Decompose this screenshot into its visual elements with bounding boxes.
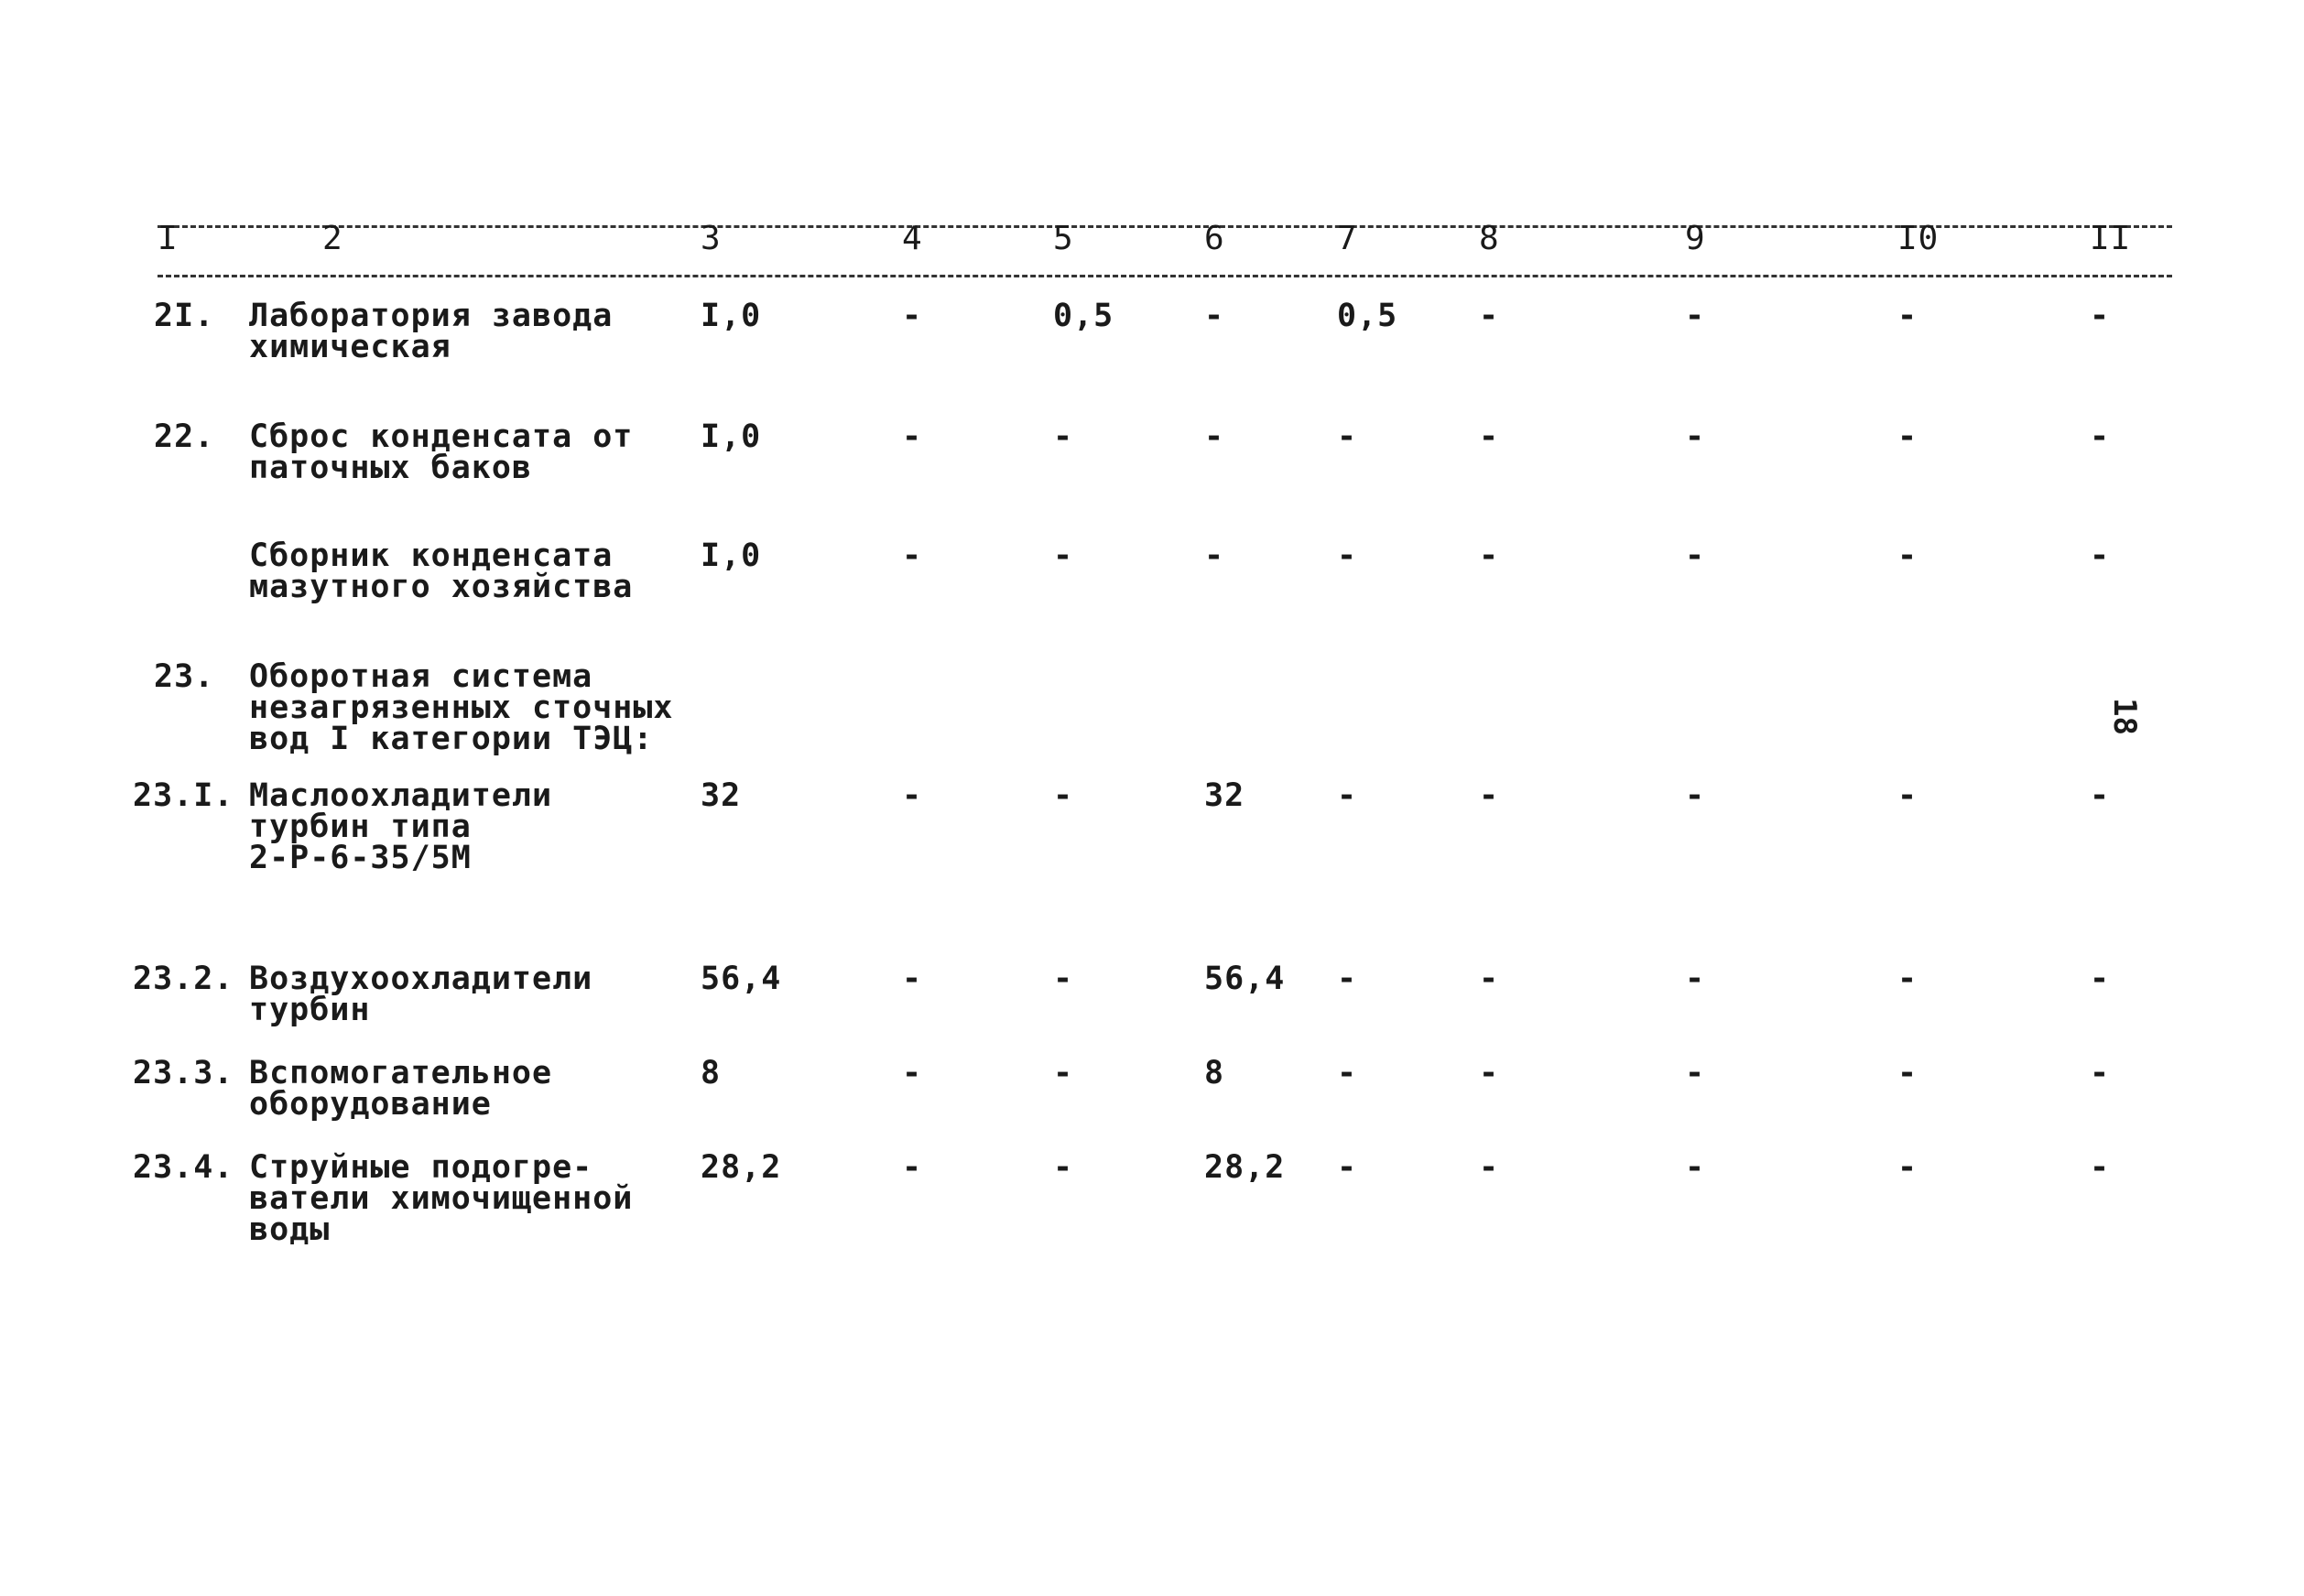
row-value: -	[1337, 537, 1358, 574]
row-value: -	[2090, 1149, 2111, 1186]
row-value: -	[1337, 777, 1358, 814]
row-value: -	[2090, 961, 2111, 997]
column-header: 3	[701, 220, 722, 257]
row-description: Оборотная система незагрязенных сточных вод I категории ТЭЦ:	[249, 658, 674, 757]
row-value: -	[1897, 537, 1918, 574]
row-value: -	[1479, 298, 1500, 334]
row-value: -	[1479, 418, 1500, 455]
row-value: -	[1479, 537, 1500, 574]
row-value: 56,4	[701, 961, 782, 997]
row-value: 8	[701, 1055, 722, 1091]
row-value: I,0	[701, 537, 762, 574]
column-header: I0	[1897, 220, 1940, 257]
row-value: -	[1685, 537, 1706, 574]
row-description: Маслоохладители турбин типа 2-Р-6-35/5М	[249, 777, 553, 876]
row-value: -	[1897, 1055, 1918, 1091]
column-header: 2	[322, 220, 343, 257]
row-value: -	[1204, 298, 1225, 334]
header-top-rule	[158, 225, 2172, 228]
row-value: -	[1479, 777, 1500, 814]
row-value: -	[1685, 298, 1706, 334]
row-value: I,0	[701, 298, 762, 334]
row-value: 56,4	[1204, 961, 1286, 997]
row-value: -	[2090, 537, 2111, 574]
row-value: -	[1337, 961, 1358, 997]
row-value: 28,2	[1204, 1149, 1286, 1186]
column-header: 8	[1479, 220, 1500, 257]
row-value: 0,5	[1053, 298, 1114, 334]
row-value: -	[902, 1055, 923, 1091]
row-value: -	[1053, 1055, 1074, 1091]
row-value: -	[1897, 961, 1918, 997]
row-description: Лаборатория завода химическая	[249, 298, 614, 365]
row-value: -	[1897, 298, 1918, 334]
row-value: -	[1479, 961, 1500, 997]
column-header: 9	[1685, 220, 1706, 257]
row-value: 0,5	[1337, 298, 1398, 334]
row-value: -	[902, 298, 923, 334]
row-value: -	[1337, 418, 1358, 455]
row-value: -	[1897, 777, 1918, 814]
row-description: Струйные подогре- ватели химочищенной воды	[249, 1149, 634, 1248]
row-number: 2I.	[154, 298, 215, 334]
header-bottom-rule	[158, 275, 2172, 277]
row-value: -	[1337, 1149, 1358, 1186]
row-value: 8	[1204, 1055, 1225, 1091]
row-value: -	[2090, 418, 2111, 455]
row-value: I,0	[701, 418, 762, 455]
row-description: Вспомогательное оборудование	[249, 1055, 553, 1123]
row-value: -	[1204, 537, 1225, 574]
row-value: -	[902, 418, 923, 455]
row-value: -	[1685, 418, 1706, 455]
column-header: 6	[1204, 220, 1225, 257]
row-value: -	[1053, 777, 1074, 814]
row-value: -	[1053, 418, 1074, 455]
column-header: II	[2090, 220, 2132, 257]
row-value: -	[1053, 537, 1074, 574]
row-value: -	[1897, 418, 1918, 455]
column-header: I	[158, 220, 179, 257]
row-value: -	[1053, 961, 1074, 997]
column-header: 4	[902, 220, 923, 257]
row-value: -	[1685, 1055, 1706, 1091]
page-number: 18	[2106, 698, 2143, 735]
row-value: -	[1897, 1149, 1918, 1186]
row-value: -	[1685, 961, 1706, 997]
row-value: -	[902, 1149, 923, 1186]
row-number: 23.I.	[133, 777, 234, 814]
row-value: -	[902, 961, 923, 997]
column-header: 5	[1053, 220, 1074, 257]
row-description: Сборник конденсата мазутного хозяйства	[249, 537, 634, 605]
row-value: -	[2090, 298, 2111, 334]
row-number: 23.3.	[133, 1055, 234, 1091]
row-number: 22.	[154, 418, 215, 455]
row-value: -	[1479, 1149, 1500, 1186]
row-value: -	[1337, 1055, 1358, 1091]
column-header: 7	[1337, 220, 1358, 257]
row-value: -	[902, 777, 923, 814]
row-description: Воздухоохладители турбин	[249, 961, 593, 1028]
row-number: 23.4.	[133, 1149, 234, 1186]
row-number: 23.2.	[133, 961, 234, 997]
row-value: -	[1685, 1149, 1706, 1186]
row-value: 32	[701, 777, 742, 814]
row-value: -	[2090, 1055, 2111, 1091]
row-value: -	[1053, 1149, 1074, 1186]
row-description: Сброс конденсата от паточных баков	[249, 418, 634, 486]
row-value: 32	[1204, 777, 1245, 814]
row-value: -	[2090, 777, 2111, 814]
row-number: 23.	[154, 658, 215, 695]
row-value: -	[902, 537, 923, 574]
row-value: -	[1479, 1055, 1500, 1091]
row-value: -	[1685, 777, 1706, 814]
row-value: 28,2	[701, 1149, 782, 1186]
row-value: -	[1204, 418, 1225, 455]
